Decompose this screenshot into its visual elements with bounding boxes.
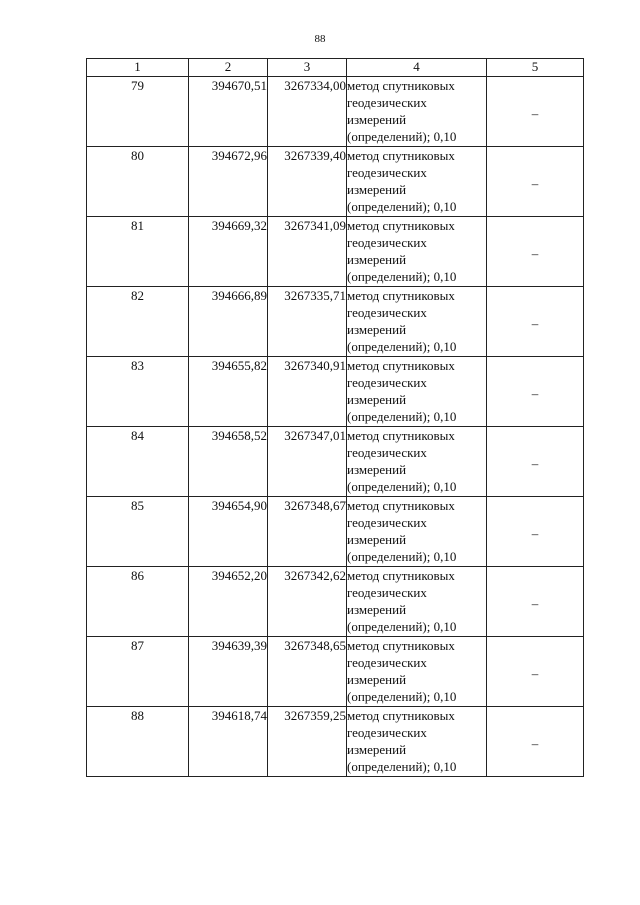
column-header-1: 1	[87, 59, 189, 77]
measurement-method: метод спутниковых геодезических измерений (определений); 0,10	[347, 287, 487, 357]
note-cell	[487, 497, 584, 567]
note-cell	[487, 567, 584, 637]
column-header-3: 3	[268, 59, 347, 77]
dash-mark: –	[531, 456, 539, 471]
dash-mark: –	[531, 316, 539, 331]
x-coordinate: 394639,39	[189, 637, 268, 707]
measurement-method: метод спутниковых геодезических измерений (определений); 0,10	[347, 77, 487, 147]
dash-mark: –	[531, 526, 539, 541]
table-row	[87, 77, 584, 147]
table-header-row	[87, 59, 584, 77]
table-row	[87, 497, 584, 567]
x-coordinate: 394670,51	[189, 77, 268, 147]
point-number: 86	[87, 567, 189, 637]
point-number: 85	[87, 497, 189, 567]
y-coordinate: 3267348,65	[268, 637, 347, 707]
table-row	[87, 217, 584, 287]
point-number: 83	[87, 357, 189, 427]
note-cell	[487, 707, 584, 777]
measurement-method: метод спутниковых геодезических измерений (определений); 0,10	[347, 427, 487, 497]
x-coordinate: 394618,74	[189, 707, 268, 777]
table-row	[87, 147, 584, 217]
x-coordinate: 394654,90	[189, 497, 268, 567]
dash-mark: –	[531, 246, 539, 261]
point-number: 81	[87, 217, 189, 287]
y-coordinate: 3267335,71	[268, 287, 347, 357]
point-number: 87	[87, 637, 189, 707]
measurement-method: метод спутниковых геодезических измерений (определений); 0,10	[347, 567, 487, 637]
table-row	[87, 287, 584, 357]
y-coordinate: 3267341,09	[268, 217, 347, 287]
point-number: 80	[87, 147, 189, 217]
y-coordinate: 3267348,67	[268, 497, 347, 567]
x-coordinate: 394669,32	[189, 217, 268, 287]
measurement-method: метод спутниковых геодезических измерений (определений); 0,10	[347, 637, 487, 707]
measurement-method: метод спутниковых геодезических измерений (определений); 0,10	[347, 217, 487, 287]
x-coordinate: 394658,52	[189, 427, 268, 497]
point-number: 88	[87, 707, 189, 777]
y-coordinate: 3267339,40	[268, 147, 347, 217]
measurement-method: метод спутниковых геодезических измерений (определений); 0,10	[347, 497, 487, 567]
note-cell	[487, 77, 584, 147]
x-coordinate: 394666,89	[189, 287, 268, 357]
point-number: 84	[87, 427, 189, 497]
dash-mark: –	[531, 106, 539, 121]
dash-mark: –	[531, 386, 539, 401]
measurement-method: метод спутниковых геодезических измерений (определений); 0,10	[347, 147, 487, 217]
coordinates-table	[86, 58, 584, 777]
note-cell	[487, 357, 584, 427]
table-row	[87, 637, 584, 707]
table-row	[87, 567, 584, 637]
note-cell	[487, 287, 584, 357]
dash-mark: –	[531, 736, 539, 751]
y-coordinate: 3267340,91	[268, 357, 347, 427]
x-coordinate: 394655,82	[189, 357, 268, 427]
measurement-method: метод спутниковых геодезических измерений (определений); 0,10	[347, 357, 487, 427]
column-header-4: 4	[347, 59, 487, 77]
measurement-method: метод спутниковых геодезических измерений (определений); 0,10	[347, 707, 487, 777]
dash-mark: –	[531, 176, 539, 191]
y-coordinate: 3267334,00	[268, 77, 347, 147]
dash-mark: –	[531, 666, 539, 681]
table-row	[87, 427, 584, 497]
point-number: 82	[87, 287, 189, 357]
y-coordinate: 3267359,25	[268, 707, 347, 777]
note-cell	[487, 147, 584, 217]
page-number: 88	[314, 33, 326, 45]
table-row	[87, 357, 584, 427]
table-row	[87, 707, 584, 777]
x-coordinate: 394652,20	[189, 567, 268, 637]
point-number: 79	[87, 77, 189, 147]
y-coordinate: 3267347,01	[268, 427, 347, 497]
note-cell	[487, 427, 584, 497]
column-header-5: 5	[487, 59, 584, 77]
note-cell	[487, 637, 584, 707]
dash-mark: –	[531, 596, 539, 611]
x-coordinate: 394672,96	[189, 147, 268, 217]
y-coordinate: 3267342,62	[268, 567, 347, 637]
note-cell	[487, 217, 584, 287]
column-header-2: 2	[189, 59, 268, 77]
